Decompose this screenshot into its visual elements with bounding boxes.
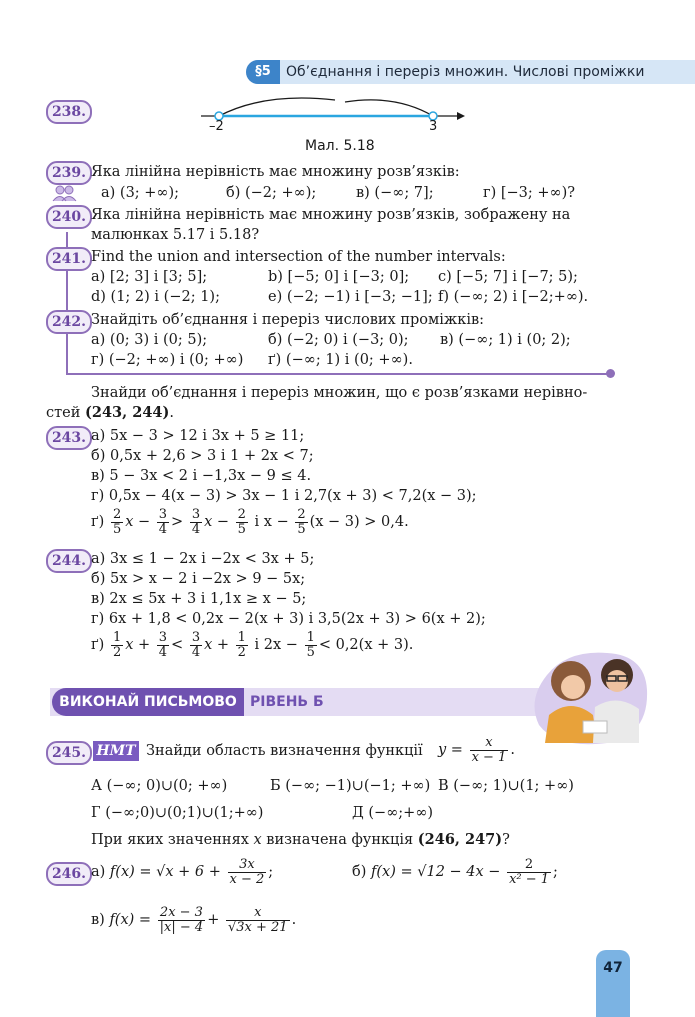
problem-number-245: 245. bbox=[46, 741, 92, 765]
bracket-dot bbox=[606, 369, 615, 378]
problem-number-244: 244. bbox=[46, 549, 92, 573]
p245-option-b: Б (−∞; −1)∪(−1; +∞) bbox=[270, 778, 431, 794]
p239-text: Яка лінійна нерівність має множину розв’язків: bbox=[91, 164, 460, 180]
label-three: 3 bbox=[429, 119, 438, 134]
p242-b: б) (−2; 0) і (−3; 0); bbox=[268, 332, 409, 348]
problem-number-243: 243. bbox=[46, 426, 92, 450]
p242-d: г) (−2; +∞) і (0; +∞) bbox=[91, 352, 244, 368]
p244-c: в) 2x ≤ 5x + 3 і 1,1x ≥ x − 5; bbox=[91, 591, 307, 607]
fraction: $\frac{3x}{x - 2}$ bbox=[229, 856, 265, 887]
arrow-head bbox=[457, 112, 465, 120]
header-title: Об’єднання і переріз множин. Числові проміжки bbox=[286, 64, 645, 80]
p245-option-v: В (−∞; 1)∪(1; +∞) bbox=[438, 778, 574, 794]
section-badge: §5 bbox=[246, 60, 280, 84]
p239-b: б) (−2; +∞); bbox=[226, 185, 317, 201]
p244-b: б) 5x > x − 2 і −2x > 9 − 5x; bbox=[91, 571, 306, 587]
p241-c: c) [−5; 7] і [−7; 5); bbox=[438, 269, 578, 285]
fraction: $\frac{2}{5}$ bbox=[112, 506, 122, 537]
page-number: 47 bbox=[596, 950, 630, 1017]
p246-a: а) f(x) = √x + 6 + $\frac{3x}{x - 2}$ ; bbox=[91, 856, 274, 887]
p239-c: в) (−∞; 7]; bbox=[356, 185, 434, 201]
p245-option-a: А (−∞; 0)∪(0; +∞) bbox=[91, 778, 228, 794]
p243-c: в) 5 − 3x < 2 і −1,3x − 9 ≤ 4. bbox=[91, 468, 312, 484]
p241-text: Find the union and intersection of the number intervals: bbox=[91, 249, 506, 265]
figure-caption: Мал. 5.18 bbox=[305, 138, 375, 154]
fraction: $\frac{2x - 3}{|x| - 4}$ bbox=[159, 904, 204, 935]
p243-a: а) 5x − 3 > 12 і 3x + 5 ≥ 11; bbox=[91, 428, 305, 444]
p243-b: б) 0,5x + 2,6 > 3 і 1 + 2x < 7; bbox=[91, 448, 314, 464]
p245-function: y = $\frac{x}{x - 1}$ . bbox=[438, 734, 515, 765]
p246-b: б) f(x) = √12 − 4x − $\frac{2}{\text{x² − 1}}$ ; bbox=[352, 856, 558, 887]
p245-text: Знайди область визначення функції bbox=[146, 743, 423, 759]
fraction: $\frac{x}{√3x + 21}$ bbox=[227, 904, 288, 935]
p243-d: г) 0,5x − 4(x − 3) > 3x − 1 і 2,7(x + 3) < 7,2(x − 3); bbox=[91, 488, 477, 504]
bracket-horizontal bbox=[66, 373, 611, 375]
p239-a: а) (3; +∞); bbox=[101, 185, 180, 201]
p244-e: ґ) $\frac{1}{2}$ x + $\frac{3}{4}$ < $\frac{3}{4}$ x + $\frac{1}{2}$ і 2x − $\frac{1}{5}$ < 0,2(x + 3). bbox=[91, 629, 414, 660]
p241-a: a) [2; 3] і [3; 5]; bbox=[91, 269, 208, 285]
problem-number-239: 239. bbox=[46, 161, 92, 185]
intro-line1: Знайди об’єднання і переріз множин, що є розв’язками нерівно- bbox=[91, 385, 588, 401]
p244-d: г) 6x + 1,8 < 0,2x − 2(x + 3) і 3,5(2x + 3) > 6(x + 2); bbox=[91, 611, 486, 627]
p241-e: e) (−2; −1) і [−3; −1]; bbox=[268, 289, 433, 305]
problem-number-246: 246. bbox=[46, 862, 92, 886]
p241-f: f) (−∞; 2) і [−2;+∞). bbox=[438, 289, 589, 305]
question-line: При яких значеннях x визначена функція (246, 247)? bbox=[91, 831, 510, 848]
p239-d: г) [−3; +∞)? bbox=[483, 185, 576, 201]
fraction: $\frac{2}{\text{x² − 1}}$ bbox=[509, 856, 550, 887]
label-minus-two: –2 bbox=[209, 119, 224, 134]
fraction: $\frac{3}{4}$ bbox=[191, 629, 201, 660]
section-level: РІВЕНЬ Б bbox=[250, 694, 324, 710]
problem-number-238: 238. bbox=[46, 100, 92, 124]
p242-c: в) (−∞; 1) і (0; 2); bbox=[440, 332, 571, 348]
p245-option-g: Г (−∞;0)∪(0;1)∪(1;+∞) bbox=[91, 805, 264, 821]
students-photo-image bbox=[527, 645, 651, 747]
fraction: $\frac{1}{2}$ bbox=[237, 629, 246, 660]
p245-option-d: Д (−∞;+∞) bbox=[352, 805, 434, 821]
problem-number-240: 240. bbox=[46, 205, 92, 229]
arc-right bbox=[345, 100, 433, 116]
fraction: $\frac{3}{4}$ bbox=[191, 506, 201, 537]
p241-b: b) [−5; 0] і [−3; 0]; bbox=[268, 269, 410, 285]
p240-line1: Яка лінійна нерівність має множину розв’язків, зображену на bbox=[91, 207, 571, 223]
nmt-tag: НМТ bbox=[93, 741, 139, 761]
number-line-figure bbox=[195, 92, 465, 138]
fraction: $\frac{2}{5}$ bbox=[297, 506, 306, 537]
p240-line2: малюнках 5.17 і 5.18? bbox=[91, 227, 260, 243]
p243-e: ґ) $\frac{2}{5}$ x − $\frac{3}{4}$ > $\frac{3}{4}$ x − $\frac{2}{5}$ і x − $\frac{2}{5}$ (x − 3) > 0,4. bbox=[91, 506, 409, 537]
problem-number-241: 241. bbox=[46, 247, 92, 271]
fraction: $\frac{x}{x - 1}$ bbox=[471, 734, 507, 765]
group-work-icon bbox=[50, 184, 80, 202]
problem-number-242: 242. bbox=[46, 310, 92, 334]
p241-d: d) (1; 2) і (−2; 1); bbox=[91, 289, 220, 305]
fraction: $\frac{1}{2}$ bbox=[112, 629, 122, 660]
p244-a: а) 3x ≤ 1 − 2x і −2x < 3x + 5; bbox=[91, 551, 315, 567]
arc-left bbox=[219, 98, 335, 116]
fraction: $\frac{1}{5}$ bbox=[306, 629, 315, 660]
p246-c: в) f(x) = $\frac{2x - 3}{|x| - 4}$ + $\frac{x}{√3x + 21}$ . bbox=[91, 904, 297, 935]
section-title: ВИКОНАЙ ПИСЬМОВО bbox=[52, 688, 244, 716]
fraction: $\frac{2}{5}$ bbox=[237, 506, 246, 537]
fraction: $\frac{3}{4}$ bbox=[158, 506, 168, 537]
fraction: $\frac{3}{4}$ bbox=[158, 629, 168, 660]
p242-text: Знайдіть об’єднання і переріз числових проміжків: bbox=[91, 312, 485, 328]
p242-a: а) (0; 3) і (0; 5); bbox=[91, 332, 208, 348]
intro-line2: стей (243, 244). bbox=[46, 404, 174, 421]
p242-e: ґ) (−∞; 1) і (0; +∞). bbox=[268, 352, 413, 368]
